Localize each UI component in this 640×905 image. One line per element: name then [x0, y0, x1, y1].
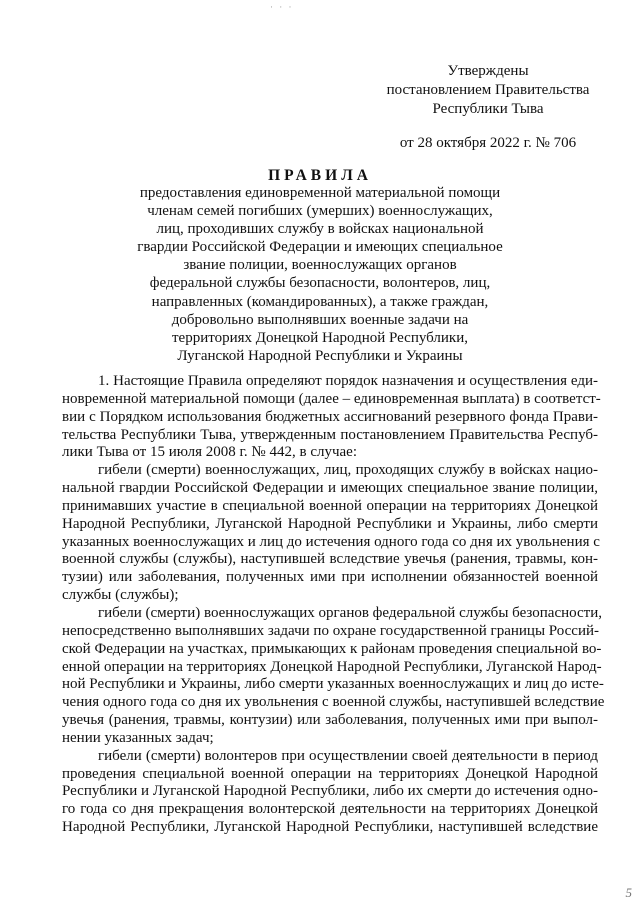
approval-block [378, 62, 598, 153]
body-line: чения одного года со дня их увольнения с военной службы, наступившей вследствие [62, 694, 605, 711]
approval-line: Утверждены [447, 63, 529, 79]
body-line: военной службы (службы), наступившей вследствие увечья (ранения, травмы, кон- [62, 551, 598, 568]
document-title: ПРАВИЛА [268, 167, 372, 184]
body-line: гибели (смерти) военнослужащих органов федеральной службы безопасности, [98, 604, 602, 621]
page-number: 5 [625, 885, 632, 900]
body-line: енной операции на территориях Донецкой Народной Республики, Луганской Народ- [62, 658, 602, 675]
body-line: Народной Республики, Луганской Народной Республики и Украины, либо смерти [62, 515, 598, 532]
document-body [62, 373, 605, 837]
body-line: вии с Порядком использования бюджетных ассигнований резервного фонда Прави- [62, 408, 598, 425]
approval-line: постановлением Правительства [386, 82, 590, 98]
body-line: непосредственно выполнявших задачи по охране государственной границы Россий- [62, 622, 599, 639]
body-line: го года со дня прекращения волонтерской деятельности на территориях Донецкой [62, 801, 598, 818]
body-line: ской Федерации на участках, примыкающих к районам проведения специальной во- [62, 640, 602, 657]
body-line: тузии) или заболевания, полученных ими при исполнении обязанностей военной [62, 569, 598, 586]
approval-line: Республики Тыва [432, 101, 544, 117]
subtitle-line: предоставления единовременной материальной помощи [139, 185, 501, 201]
body-line: гибели (смерти) военнослужащих, лиц, проходящих службу в войсках нацио- [98, 462, 598, 479]
subtitle-line: звание полиции, военнослужащих органов [183, 257, 457, 274]
body-line: Народной Республики, Луганской Народной Республики, наступившей вследствие [62, 819, 598, 836]
body-line: лики Тыва от 15 июля 2008 г. № 442, в случае: [62, 444, 357, 461]
body-line: принимавших участие в специальной военной операции на территориях Донецкой [62, 497, 598, 514]
body-line: новременной материальной помощи (далее – единовременная выплата) в соответст- [62, 390, 601, 407]
body-line: гибели (смерти) волонтеров при осуществлении своей деятельности в период [98, 747, 598, 764]
body-line: тельства Республики Тыва, утвержденным постановлением Правительства Респуб- [62, 426, 598, 443]
subtitle-line: добровольно выполнявших военные задачи на [171, 311, 469, 328]
body-line: проведения специальной военной операции на территориях Донецкой Народной [62, 765, 598, 782]
subtitle-line: Луганской Народной Республики и Украины [177, 347, 463, 364]
body-line: нении указанных задач; [62, 729, 214, 746]
body-line: нальной гвардии Российской Федерации и имеющих специальное звание полиции, [62, 480, 598, 497]
header-mark: · · · [270, 2, 294, 12]
subtitle-line: членам семей погибших (умерших) военнослужащих, [147, 203, 493, 220]
subtitle-line: направленных (командированных), а также граждан, [151, 293, 489, 310]
body-line: указанных военнослужащих и лиц до истечения одного года со дня их увольнения с [62, 533, 600, 550]
approval-date: от 28 октября 2022 г. № 706 [399, 135, 577, 151]
body-line: увечья (ранения, травмы, контузии) или заболевания, полученных ими при выпол- [62, 712, 598, 729]
body-line: Республики и Луганской Народной Республики, либо их смерти до истечения одно- [62, 783, 598, 800]
body-line: ной Республики и Украины, либо смерти указанных военнослужащих и лиц до исте- [62, 676, 604, 693]
subtitle-line: лиц, проходивших службу в войсках национальной [156, 221, 484, 238]
body-line: 1. Настоящие Правила определяют порядок назначения и осуществления еди- [98, 373, 598, 389]
subtitle-line: гвардии Российской Федерации и имеющих специальное [137, 239, 503, 256]
body-line: службы (службы); [62, 587, 179, 604]
document-subtitle [120, 184, 520, 365]
subtitle-line: федеральной службы безопасности, волонтеров, лиц, [149, 275, 491, 292]
subtitle-line: территориях Донецкой Народной Республики, [171, 329, 468, 346]
